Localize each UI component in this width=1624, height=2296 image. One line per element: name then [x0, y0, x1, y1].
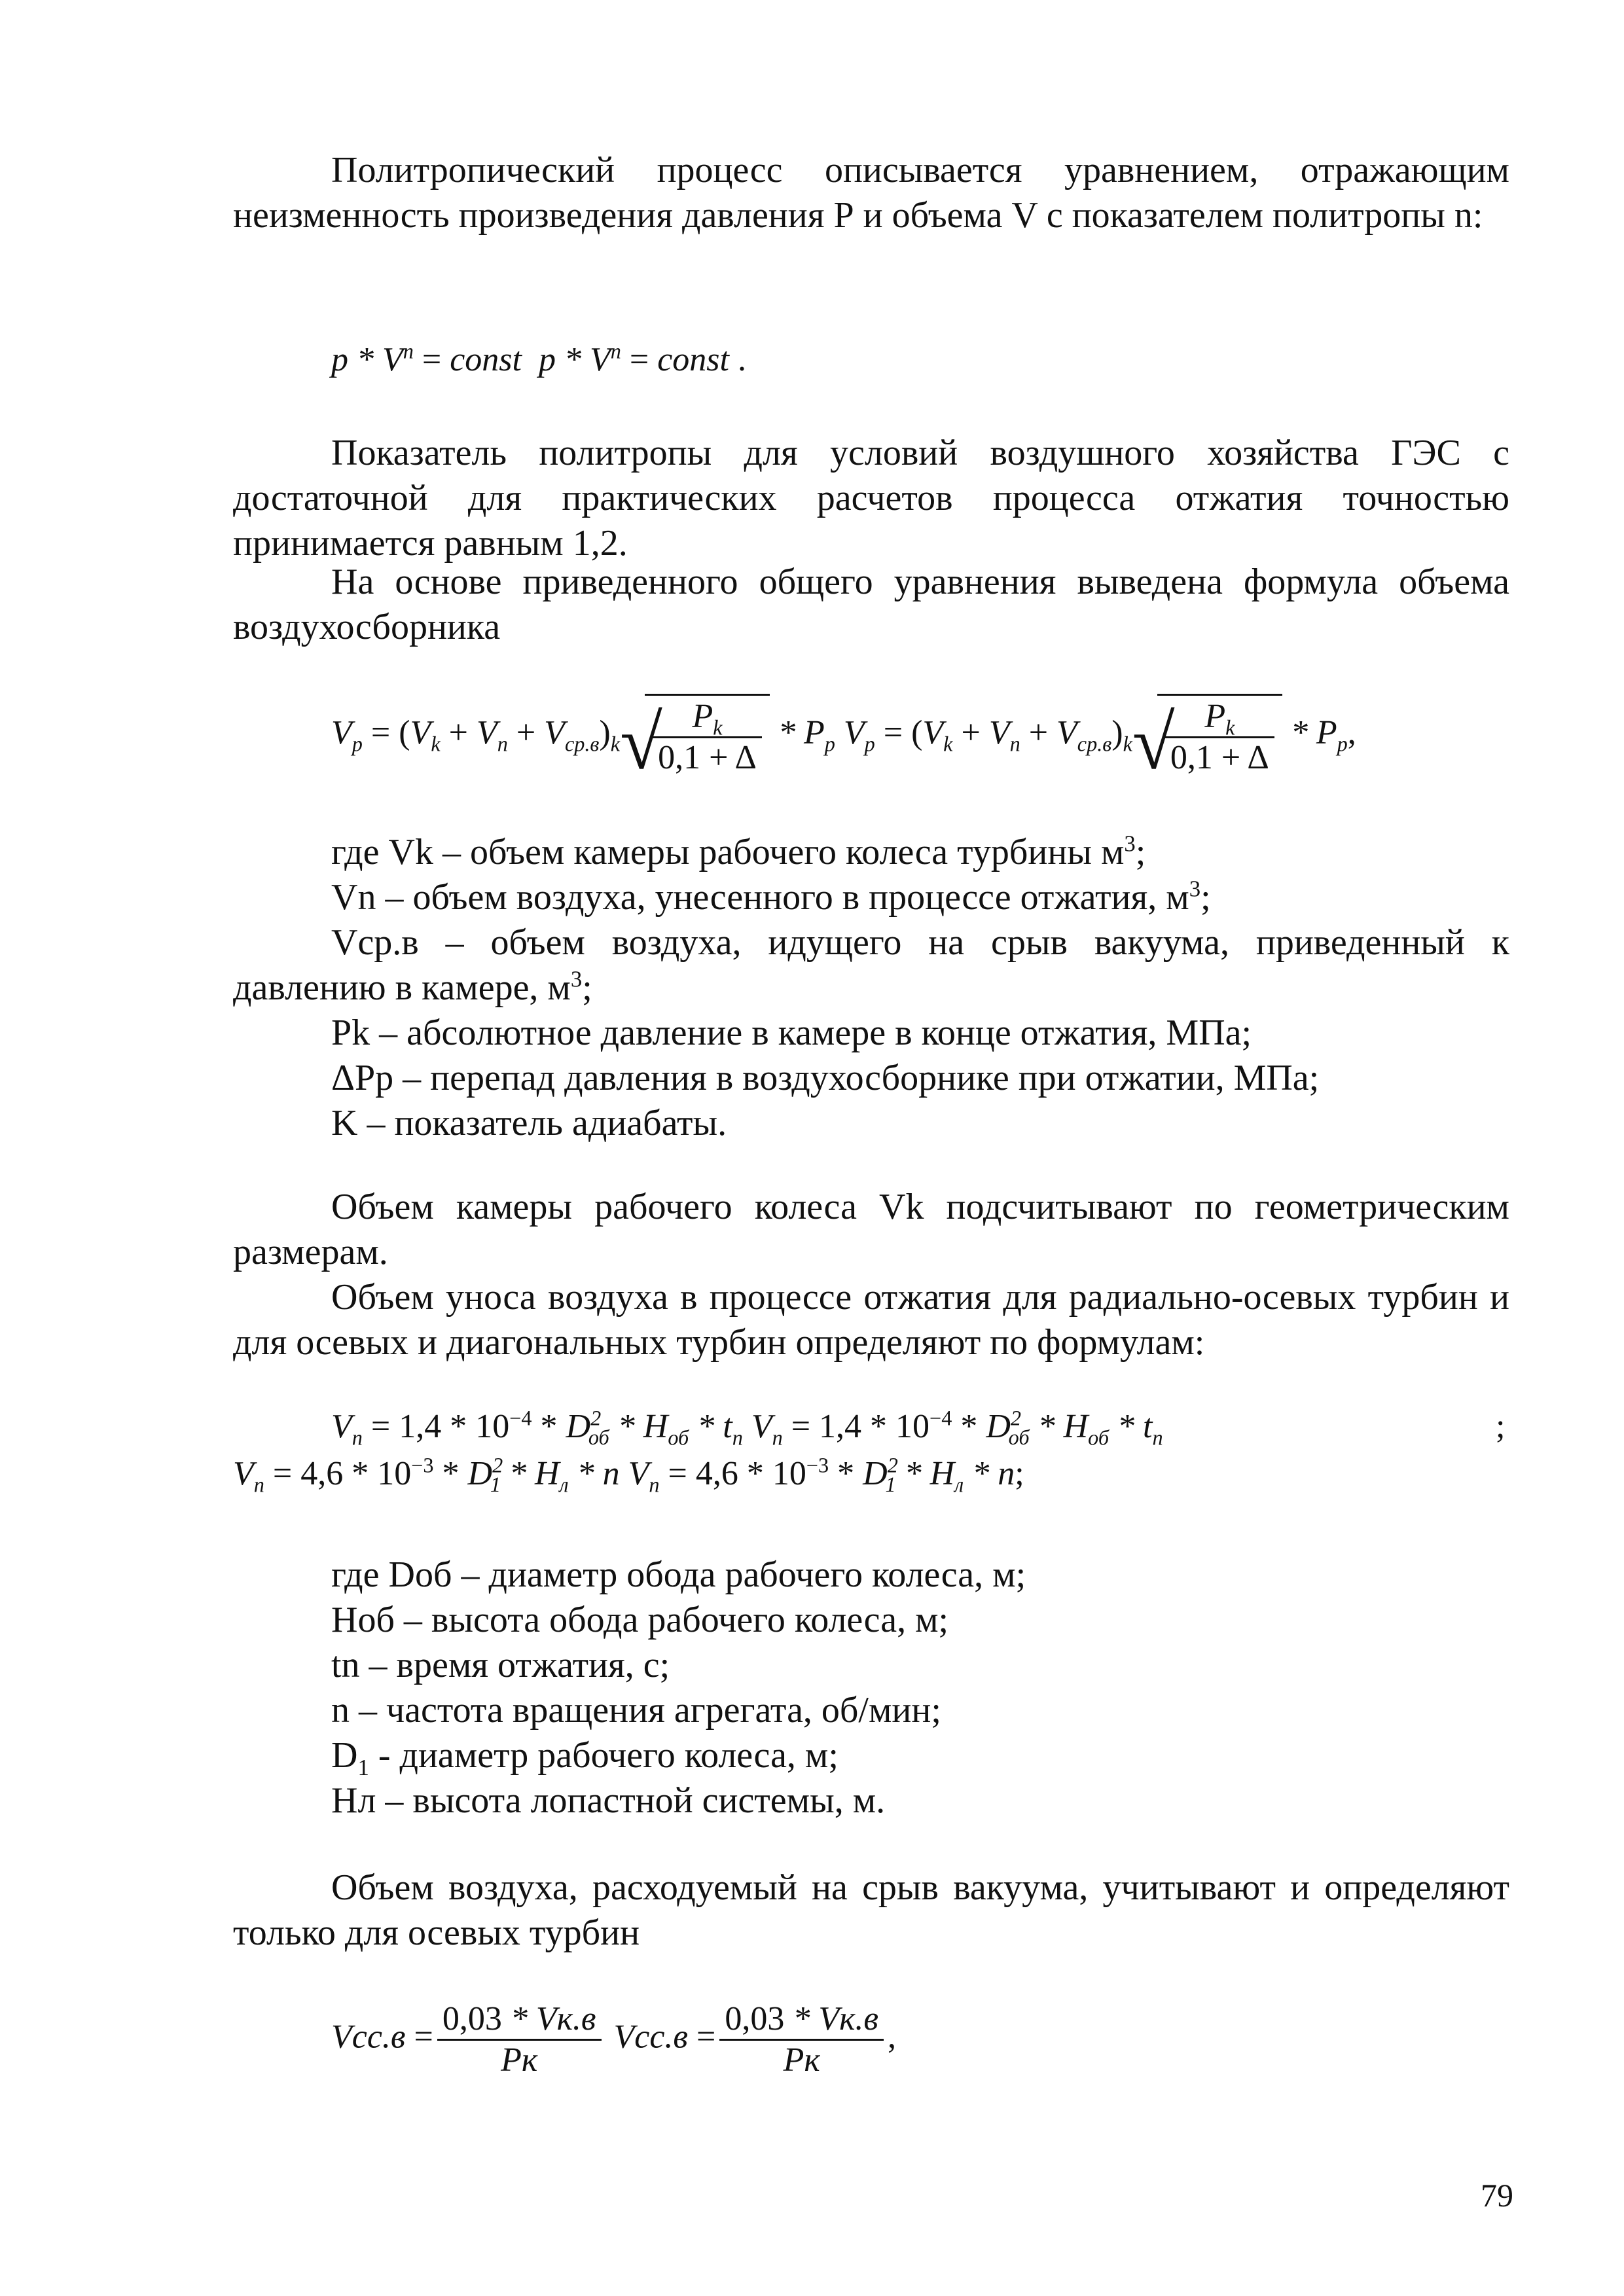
definition-dob: где Dоб – диаметр обода рабочего колеса, м;	[331, 1554, 1026, 1595]
formula-vcc-end: ,	[888, 2018, 896, 2056]
definition-k: K – показатель адиабаты.	[331, 1103, 727, 1143]
formula-vn-axial-diagonal: $V_n = 4,6 * 10^{-3} * D^2_1 * H_л * n$ $V_n = 4,6 * 10^{-3} * D^2_1 * H_л * n$;	[233, 1453, 1024, 1497]
paragraph-vacuum-break: Объем воздуха, расходуемый на срыв вакуума, учитывают и определяют только для осевых турбин	[233, 1867, 1509, 1953]
definition-pk: Pk – абсолютное давление в камере в конце отжатия, МПа;	[331, 1013, 1252, 1053]
definition-n: n – частота вращения агрегата, об/мин;	[331, 1690, 941, 1731]
definition-d1: $D_1$ - диаметр рабочего колеса, м;	[331, 1735, 839, 1781]
definition-vk: где Vk – объем камеры рабочего колеса турбины $м^3$;	[331, 831, 1146, 872]
page-number: 79	[1481, 2177, 1513, 2214]
definition-tn: tn – время отжатия, с;	[331, 1645, 670, 1685]
formula-receiver-end: ,	[1347, 713, 1356, 751]
formula-polytrope: p * $V^n$ = const p * $V^n$ = const .	[331, 339, 746, 378]
paragraph-air-loss-intro: Объем уноса воздуха в процессе отжатия для радиально-осевых турбин и для осевых и диагональных турбин определяют по формулам:	[233, 1277, 1509, 1363]
definition-hob: Ноб – высота обода рабочего колеса, м;	[331, 1600, 949, 1640]
definition-vn: Vn – объем воздуха, унесенного в процессе отжатия, $м^3$;	[331, 876, 1211, 918]
paragraph-chamber-volume: Объем камеры рабочего колеса Vk подсчитывают по геометрическим размерам.	[233, 1187, 1509, 1272]
formula-vcc: Vсс.в = $\frac{0,03 * Vк.в}{Pк}$ Vсс.в = $\frac{0,03 * Vк.в}{Pк}$ ,	[331, 2000, 896, 2079]
paragraph-polytropic-process: Политропический процесс описывается уравнением, отражающим неизменность произведения давления Р и объема V с показателем политропы n:	[233, 150, 1509, 236]
definition-delta-pr: ΔPр – перепад давления в воздухосборнике при отжатии, МПа;	[331, 1058, 1320, 1098]
paragraph-receiver-volume-intro: На основе приведенного общего уравнения выведена формула объема воздухосборника	[233, 562, 1509, 647]
definition-vcp: Vср.в – объем воздуха, идущего на срыв вакуума, приведенный к давлению в камере, $м^3$;	[233, 922, 1509, 1008]
formula-vn-axial-diagonal-end: ;	[1015, 1455, 1024, 1492]
definition-hl: Нл – высота лопастной системы, м.	[331, 1780, 886, 1821]
formula-vn-radial-axial-end: ;	[1496, 1408, 1506, 1445]
formula-vn-radial-axial: $V_n = 1,4 * 10^{-4} * D^2_{об} * H_{об} * t_n$ $V_n = 1,4 * 10^{-4} * D^2_{об} * H_{об} * t_n$	[331, 1406, 1163, 1450]
paragraph-polytrope-index: Показатель политропы для условий воздушного хозяйства ГЭС с достаточной для практических расчетов процесса отжатия точностью принимается равным 1,2.	[233, 433, 1509, 564]
formula-receiver-volume: $V_p = (V_k + V_n + V_{ср.в})_k$ √ $\frac{P_k}{0,1 + \Delta}$ * $P_p$ $V_p = (V_k + V_n + V_{ср.в})_k$ √ $\frac{P_k}{0,1 + \Delta}$ * $P_p$,	[331, 694, 1356, 778]
